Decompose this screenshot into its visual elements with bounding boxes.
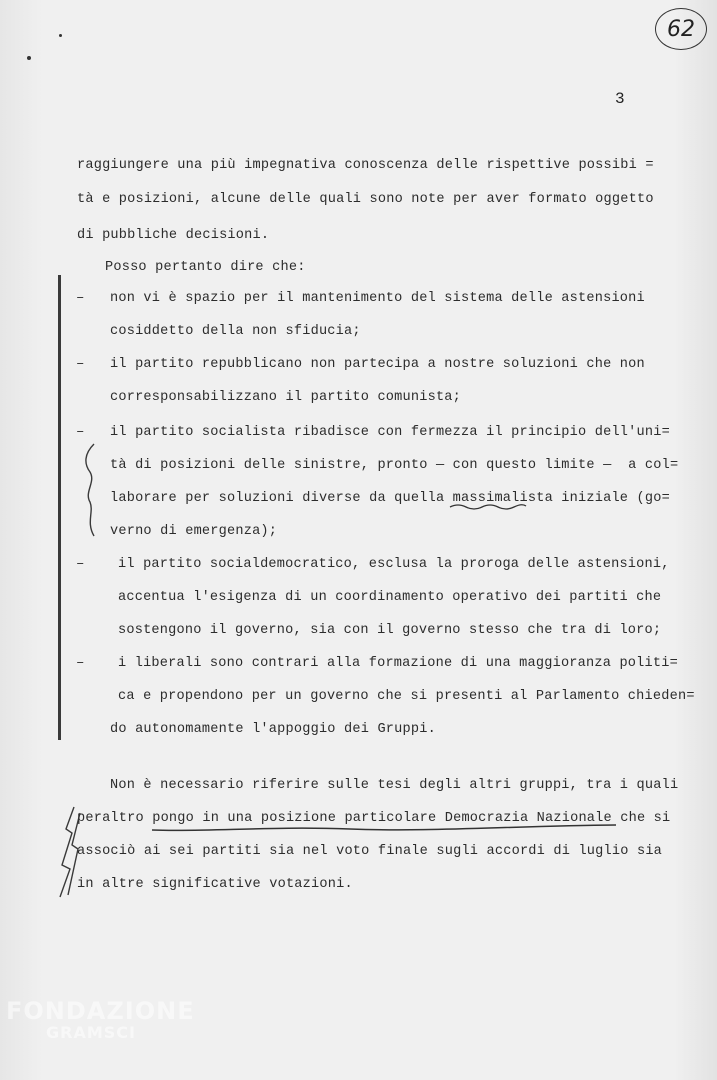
bullet-dash: – <box>76 290 85 306</box>
stamp-number: 62 <box>667 16 695 42</box>
watermark-line-2: GRAMSCI <box>46 1023 136 1042</box>
archive-page-stamp <box>655 8 707 50</box>
text-line: raggiungere una più impegnativa conoscenza delle rispettive possibi = <box>77 158 654 173</box>
text-line: accentua l'esigenza di un coordinamento operativo dei partiti che <box>118 590 662 605</box>
text-line: Posso pertanto dire che: <box>105 260 306 275</box>
ink-speck <box>27 56 31 60</box>
text-line: tà di posizioni delle sinistre, pronto — con questo limite — a col= <box>110 458 679 473</box>
text-line: ca e propendono per un governo che si presenti al Parlamento chieden= <box>118 689 695 704</box>
text-line: il partito repubblicano non partecipa a nostre soluzioni che non <box>110 357 645 372</box>
text-line: non vi è spazio per il mantenimento del sistema delle astensioni <box>110 291 645 306</box>
bullet-dash: – <box>76 356 85 372</box>
text-line: laborare per soluzioni diverse da quella massimalista iniziale (go= <box>110 491 670 506</box>
wavy-underline <box>448 502 528 512</box>
bullet-dash: – <box>76 424 85 440</box>
text-line: sostengono il governo, sia con il governo stesso che tra di loro; <box>118 623 662 638</box>
hand-underline <box>150 822 620 836</box>
watermark-line-1: FONDAZIONE <box>6 997 195 1025</box>
text-line: peraltro pongo in una posizione particolare Democrazia Nazionale che si <box>77 811 671 826</box>
text-line: associò ai sei partiti sia nel voto finale sugli accordi di luglio sia <box>77 844 663 859</box>
text-line: do autonomamente l'appoggio dei Gruppi. <box>110 722 436 737</box>
margin-vertical-mark <box>58 275 61 740</box>
text-line: cosiddetto della non sfiducia; <box>110 324 361 339</box>
text-line: corresponsabilizzano il partito comunista; <box>110 390 462 405</box>
bullet-dash: – <box>76 556 85 572</box>
page-number: 3 <box>615 90 625 108</box>
text-line: Non è necessario riferire sulle tesi degli altri gruppi, tra i quali <box>110 778 679 793</box>
text-line: il partito socialdemocratico, esclusa la proroga delle astensioni, <box>118 557 670 572</box>
text-line: verno di emergenza); <box>110 524 278 539</box>
text-line: di pubbliche decisioni. <box>77 228 270 243</box>
text-line: in altre significative votazioni. <box>77 877 353 892</box>
text-line: il partito socialista ribadisce con fermezza il principio dell'uni= <box>110 425 670 440</box>
text-line: i liberali sono contrari alla formazione di una maggioranza politi= <box>118 656 678 671</box>
foundation-watermark <box>6 997 196 1044</box>
margin-brace-mark <box>80 440 100 540</box>
bullet-dash: – <box>76 655 85 671</box>
ink-speck <box>59 34 62 37</box>
text-line: tà e posizioni, alcune delle quali sono note per aver formato oggetto <box>77 192 654 207</box>
